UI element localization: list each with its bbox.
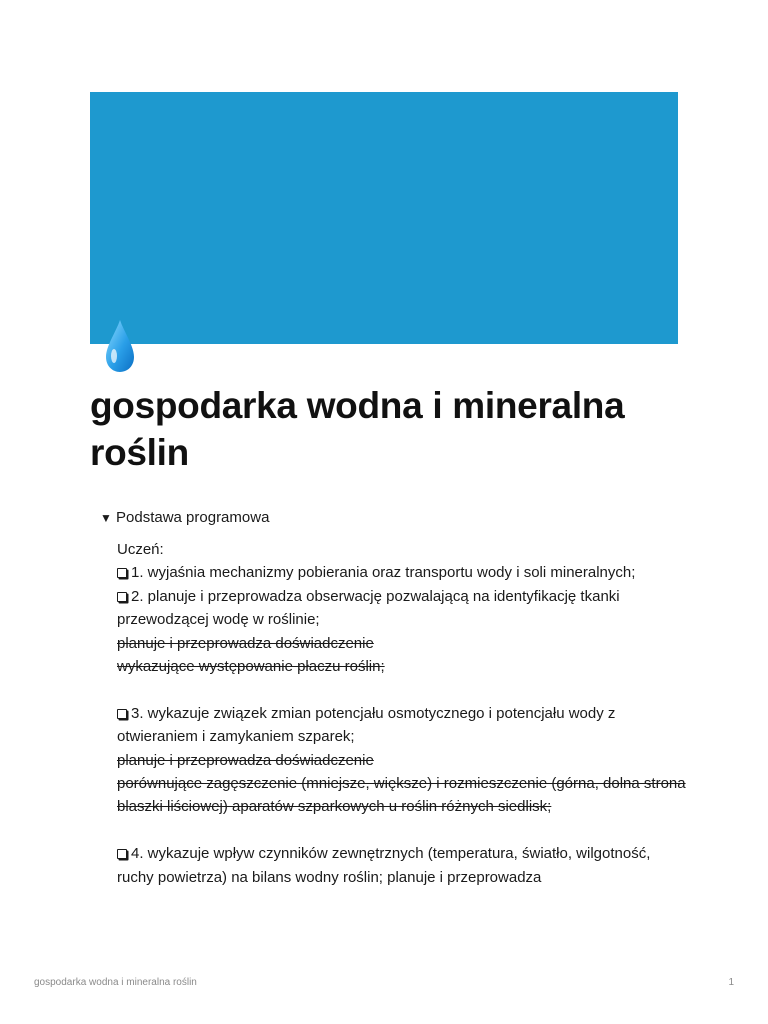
struck-text: planuje i przeprowadza doświadczenie — [117, 751, 374, 769]
list-item: 1. wyjaśnia mechanizmy pobierania oraz transportu wody i soli mineralnych; — [117, 561, 687, 584]
struck-text: wykazujące występowanie płaczu roślin; — [117, 658, 385, 676]
page-number: 1 — [728, 977, 734, 988]
triangle-down-icon[interactable]: ▼ — [100, 511, 112, 525]
droplet-icon — [101, 318, 139, 374]
cover-image — [90, 92, 678, 344]
page-title: gospodarka wodna i mineralna roślin — [90, 385, 625, 473]
checkbox-icon — [117, 709, 127, 719]
checkbox-icon — [117, 568, 127, 578]
struck-text: porównujące zagęszczenie (mniejsze, większe) i rozmieszczenie (górna, dolna strona blaszki liściowej) aparatów szparkowych u roślin różnych siedlisk; — [117, 775, 686, 816]
list-item: 3. wykazuje związek zmian potencjału osmotycznego i potencjału wody z otwieraniem i zamykaniem szparek; — [117, 704, 616, 746]
list-item: 4. wykazuje wpływ czynników zewnętrznych (temperatura, światło, wilgotność, ruchy powietrza) na bilans wodny roślin; planuje i przeprowadza — [117, 845, 651, 886]
checkbox-icon — [117, 592, 127, 602]
list-item: 2. planuje i przeprowadza obserwację pozwalającą na identyfikację tkanki przewodzącej wodę w roślinie; — [117, 587, 620, 629]
toggle-content — [117, 538, 687, 889]
checkbox-icon — [117, 849, 127, 859]
toggle-label: Podstawa programowa — [116, 509, 270, 526]
intro-text: Uczeń: — [117, 541, 164, 558]
struck-text: planuje i przeprowadza doświadczenie — [117, 634, 374, 652]
footer-title: gospodarka wodna i mineralna roślin — [34, 977, 197, 988]
toggle-podstawa-programowa[interactable] — [100, 508, 700, 528]
